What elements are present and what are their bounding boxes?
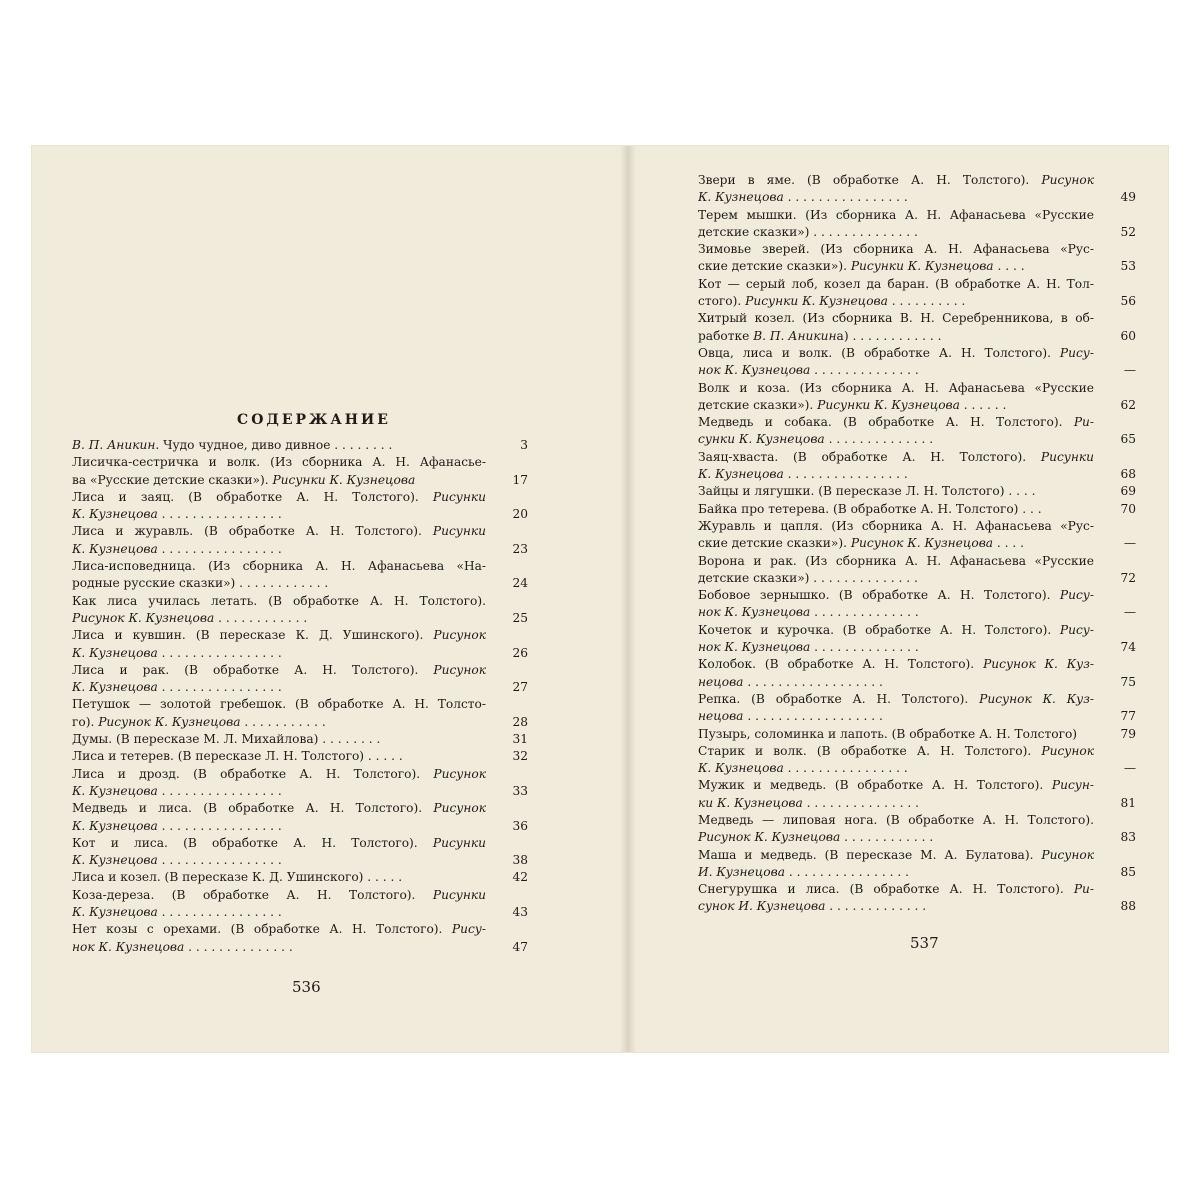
toc-entry-page: 68 [1120, 467, 1136, 482]
toc-entry-line: Лиса и заяц. (В обработке А. Н. Толстого). Рисунки [72, 489, 486, 504]
toc-entry-page: 31 [512, 732, 528, 747]
toc-entry [72, 558, 528, 593]
toc-entry-page: 49 [1120, 190, 1136, 205]
toc-entry-line: Лиса и дрозд. (В обработке А. Н. Толстого). Рисунок [72, 766, 486, 781]
toc-entry-page: 47 [512, 939, 528, 954]
toc-entry [698, 449, 1136, 484]
toc-entry-line: работке В. П. Аникина) . . . . . . . . . . . . [698, 328, 942, 343]
toc-entry-line: Терем мышки. (Из сборника А. Н. Афанасьева «Русские [698, 207, 1094, 222]
toc-entry-line: Как лиса училась летать. (В обработке А. Н. Толстого). [72, 593, 486, 608]
toc-entry-page: 17 [512, 472, 528, 487]
toc-entry-line: нецова . . . . . . . . . . . . . . . . . . [698, 674, 883, 689]
toc-entry [698, 847, 1136, 882]
toc-entry-line: нок К. Кузнецова . . . . . . . . . . . . . . [698, 640, 919, 655]
toc-entry-line: К. Кузнецова . . . . . . . . . . . . . . . . [72, 783, 282, 798]
toc-entry [698, 553, 1136, 588]
toc-entry-line: го). Рисунок К. Кузнецова . . . . . . . . . . . [72, 714, 326, 729]
toc-entry [698, 310, 1136, 345]
toc-entry-line: Журавль и цапля. (Из сборника А. Н. Афанасьева «Рус- [698, 518, 1094, 533]
toc-entry-page: 72 [1120, 570, 1136, 585]
toc-entry-line: Коза-дереза. (В обработке А. Н. Толстого). Рисунки [72, 887, 486, 902]
toc-entry-page: 81 [1120, 795, 1136, 810]
toc-entry [72, 731, 528, 748]
toc-entry [698, 812, 1136, 847]
toc-entry-line: стого). Рисунки К. Кузнецова . . . . . . . . . . [698, 294, 966, 309]
toc-entry-line: Репка. (В обработке А. Н. Толстого). Рисунок К. Куз- [698, 691, 1094, 706]
toc-entry-line: нецова . . . . . . . . . . . . . . . . . . [698, 709, 883, 724]
toc-entry-page: 69 [1120, 484, 1136, 499]
toc-entry [698, 881, 1136, 916]
toc-entry [698, 241, 1136, 276]
toc-entry-line: Лиса и тетерев. (В пересказе Л. Н. Толстого) . . . . . [72, 749, 403, 764]
toc-entry-line: Рисунок К. Кузнецова . . . . . . . . . . . . [698, 830, 934, 845]
toc-entry-line: нок К. Кузнецова . . . . . . . . . . . . . . [72, 939, 293, 954]
toc-entry-line: Медведь и лиса. (В обработке А. Н. Толстого). Рисунок [72, 801, 486, 816]
toc-entry-line: Кот — серый лоб, козел да баран. (В обработке А. Н. Тол- [698, 276, 1094, 291]
toc-entry-line: ва «Русские детские сказки»). Рисунки К. Кузнецова [72, 472, 416, 487]
toc-entry [698, 777, 1136, 812]
toc-entry-line: Лиса и козел. (В пересказе К. Д. Ушинского) . . . . . [72, 870, 403, 885]
right-page [698, 146, 1136, 1052]
toc-entry-page: 28 [512, 714, 528, 729]
toc-entry-line: Хитрый козел. (Из сборника В. Н. Серебренникова, в об- [698, 311, 1094, 326]
toc-entry [698, 483, 1136, 500]
toc-entry-line: К. Кузнецова . . . . . . . . . . . . . . . . [72, 645, 282, 660]
toc-entry-line: Колобок. (В обработке А. Н. Толстого). Рисунок К. Куз- [698, 657, 1094, 672]
toc-entry-line: Звери в яме. (В обработке А. Н. Толстого). Рисунок [698, 173, 1094, 187]
toc-entry-line: К. Кузнецова . . . . . . . . . . . . . . . . [72, 541, 282, 556]
toc-entry-page: 70 [1120, 501, 1136, 516]
toc-entry [698, 380, 1136, 415]
page-number-left: 536 [292, 978, 321, 996]
toc-entry-page: 88 [1120, 899, 1136, 914]
toc-entry-line: ские детские сказки»). Рисунок К. Кузнецова . . . . [698, 536, 1025, 551]
toc-heading: СОДЕРЖАНИЕ [237, 412, 391, 428]
toc-entry-line: К. Кузнецова . . . . . . . . . . . . . . . . [698, 467, 908, 482]
toc-entry-line: К. Кузнецова . . . . . . . . . . . . . . . . [72, 507, 282, 522]
toc-entry-line: Медведь и собака. (В обработке А. Н. Толстого). Ри- [698, 415, 1094, 430]
toc-entry-line: нок К. Кузнецова . . . . . . . . . . . . . . [698, 605, 919, 620]
toc-entry-line: Лиса и журавль. (В обработке А. Н. Толстого). Рисунки [72, 524, 486, 539]
toc-entry-page: 27 [512, 680, 528, 695]
toc-entry [698, 743, 1136, 778]
toc-entry [698, 207, 1136, 242]
toc-entry [72, 748, 528, 765]
toc-entry-line: Лиса и кувшин. (В пересказе К. Д. Ушинского). Рисунок [72, 628, 486, 643]
toc-entry-page: 53 [1120, 259, 1136, 274]
toc-entry-line: Лиса и рак. (В обработке А. Н. Толстого). Рисунок [72, 662, 486, 677]
toc-entry-line: детские сказки») . . . . . . . . . . . . . . [698, 570, 918, 585]
toc-entry-line: Бобовое зернышко. (В обработке А. Н. Толстого). Рису- [698, 588, 1094, 603]
toc-entry [72, 627, 528, 662]
toc-entry [698, 656, 1136, 691]
toc-entry-line: К. Кузнецова . . . . . . . . . . . . . . . . [72, 818, 282, 833]
toc-entry-page: 60 [1120, 328, 1136, 343]
toc-entry-line: К. Кузнецова . . . . . . . . . . . . . . . . [698, 761, 908, 776]
toc-entry-line: К. Кузнецова . . . . . . . . . . . . . . . . [72, 905, 282, 920]
toc-entry-line: К. Кузнецова . . . . . . . . . . . . . . . . [698, 190, 908, 205]
toc-entry-line: Пузырь, соломинка и лапоть. (В обработке А. Н. Толстого) [698, 726, 1078, 741]
toc-entry-line: Волк и коза. (Из сборника А. Н. Афанасьева «Русские [698, 380, 1094, 395]
toc-entry-line: Рисунок К. Кузнецова . . . . . . . . . . . . [72, 610, 308, 625]
toc-list-left [72, 437, 528, 956]
toc-entry-page: 33 [512, 783, 528, 798]
toc-entry-line: Овца, лиса и волк. (В обработке А. Н. Толстого). Рису- [698, 345, 1094, 360]
toc-entry-line: К. Кузнецова . . . . . . . . . . . . . . . . [72, 853, 282, 868]
toc-entry-page: 42 [512, 870, 528, 885]
toc-entry-line: ские детские сказки»). Рисунки К. Кузнецова . . . . [698, 259, 1025, 274]
toc-entry-line: К. Кузнецова . . . . . . . . . . . . . . . . [72, 680, 282, 695]
toc-entry [72, 835, 528, 870]
toc-entry-page: 3 [520, 438, 528, 452]
toc-entry [698, 518, 1136, 553]
toc-entry-line: Лиса-исповедница. (Из сборника А. Н. Афанасьева «На- [72, 559, 486, 574]
toc-entry [72, 696, 528, 731]
toc-entry-line: И. Кузнецова . . . . . . . . . . . . . . . . [698, 864, 909, 879]
toc-entry-page: 20 [512, 507, 528, 522]
toc-entry [698, 587, 1136, 622]
toc-entry-line: Байка про тетерева. (В обработке А. Н. Толстого) . . . [698, 501, 1042, 516]
toc-entry [698, 345, 1136, 380]
toc-entry-page: 65 [1120, 432, 1136, 447]
toc-entry [72, 662, 528, 697]
toc-entry-line: сунки К. Кузнецова . . . . . . . . . . . . . . [698, 432, 934, 447]
toc-entry-line: детские сказки»). Рисунки К. Кузнецова . . . . . . [698, 397, 1007, 412]
toc-entry-line: Кот и лиса. (В обработке А. Н. Толстого). Рисунки [72, 835, 486, 850]
toc-entry-page: 24 [512, 576, 528, 591]
toc-entry [72, 593, 528, 628]
toc-entry [72, 921, 528, 956]
toc-entry [698, 691, 1136, 726]
toc-entry-line: Старик и волк. (В обработке А. Н. Толстого). Рисунок [698, 743, 1094, 758]
toc-entry [72, 887, 528, 922]
left-page [72, 146, 528, 1052]
toc-entry-page: 32 [512, 749, 528, 764]
toc-entry-line: В. П. Аникин. Чудо чудное, диво дивное . . . . . . . . [72, 438, 393, 452]
toc-entry [72, 523, 528, 558]
toc-entry-page: — [1123, 761, 1136, 776]
toc-entry [72, 800, 528, 835]
toc-entry-line: Заяц-хваста. (В обработке А. Н. Толстого). Рисунки [698, 449, 1094, 464]
toc-entry-page: 75 [1120, 674, 1136, 689]
toc-entry-line: Маша и медведь. (В пересказе М. А. Булатова). Рисунок [698, 847, 1094, 862]
toc-entry-page: 26 [512, 645, 528, 660]
toc-entry-page: 36 [512, 818, 528, 833]
toc-entry-page: 38 [512, 853, 528, 868]
toc-entry [698, 501, 1136, 518]
toc-entry-line: Медведь — липовая нога. (В обработке А. Н. Толстого). [698, 812, 1094, 827]
toc-entry-page: — [1123, 363, 1136, 378]
toc-entry-page: 23 [512, 541, 528, 556]
toc-entry-page: 56 [1120, 294, 1136, 309]
toc-entry-page: 25 [512, 610, 528, 625]
toc-entry-page: 62 [1120, 397, 1136, 412]
toc-entry [698, 622, 1136, 657]
toc-entry-line: нок К. Кузнецова . . . . . . . . . . . . . . [698, 363, 919, 378]
toc-entry-line: сунок И. Кузнецова . . . . . . . . . . . . . [698, 899, 927, 914]
toc-entry-line: Ворона и рак. (Из сборника А. Н. Афанасьева «Русские [698, 553, 1094, 568]
toc-list-right [698, 172, 1136, 916]
toc-entry-page: 74 [1120, 640, 1136, 655]
toc-entry-page: 52 [1120, 224, 1136, 239]
toc-entry-page: 85 [1120, 864, 1136, 879]
toc-entry-page: — [1123, 536, 1136, 551]
toc-entry-line: ки К. Кузнецова . . . . . . . . . . . . . . . [698, 795, 920, 810]
toc-entry [72, 489, 528, 524]
toc-entry-line: Снегурушка и лиса. (В обработке А. Н. Толстого). Ри- [698, 882, 1094, 897]
toc-entry-line: родные русские сказки») . . . . . . . . . . . . [72, 576, 329, 591]
toc-entry-line: детские сказки») . . . . . . . . . . . . . . [698, 224, 918, 239]
toc-entry-line: Думы. (В пересказе М. Л. Михайлова) . . . . . . . . [72, 732, 381, 747]
book-spread [32, 146, 1168, 1052]
toc-entry-line: Лисичка-сестричка и волк. (Из сборника А. Н. Афанасье- [72, 455, 486, 470]
toc-entry [72, 766, 528, 801]
toc-entry [72, 869, 528, 886]
toc-entry-page: 83 [1120, 830, 1136, 845]
toc-entry-page: 43 [512, 905, 528, 920]
toc-entry-line: Нет козы с орехами. (В обработке А. Н. Толстого). Рису- [72, 922, 486, 937]
toc-entry-line: Мужик и медведь. (В обработке А. Н. Толстого). Рисун- [698, 778, 1094, 793]
toc-entry-page: 79 [1120, 726, 1136, 741]
toc-entry [72, 454, 528, 489]
toc-entry [72, 437, 528, 454]
toc-entry [698, 726, 1136, 743]
toc-entry-page: — [1123, 605, 1136, 620]
toc-entry-line: Зайцы и лягушки. (В пересказе Л. Н. Толстого) . . . . [698, 484, 1036, 499]
toc-entry-page: 77 [1120, 709, 1136, 724]
book-gutter [620, 146, 636, 1052]
page-number-right: 537 [910, 934, 939, 952]
toc-entry [698, 414, 1136, 449]
toc-entry-line: Кочеток и курочка. (В обработке А. Н. Толстого). Рису- [698, 622, 1094, 637]
toc-entry [698, 276, 1136, 311]
toc-entry-line: Зимовье зверей. (Из сборника А. Н. Афанасьева «Рус- [698, 242, 1094, 257]
toc-entry [698, 172, 1136, 207]
toc-entry-line: Петушок — золотой гребешок. (В обработке А. Н. Толсто- [72, 697, 486, 712]
